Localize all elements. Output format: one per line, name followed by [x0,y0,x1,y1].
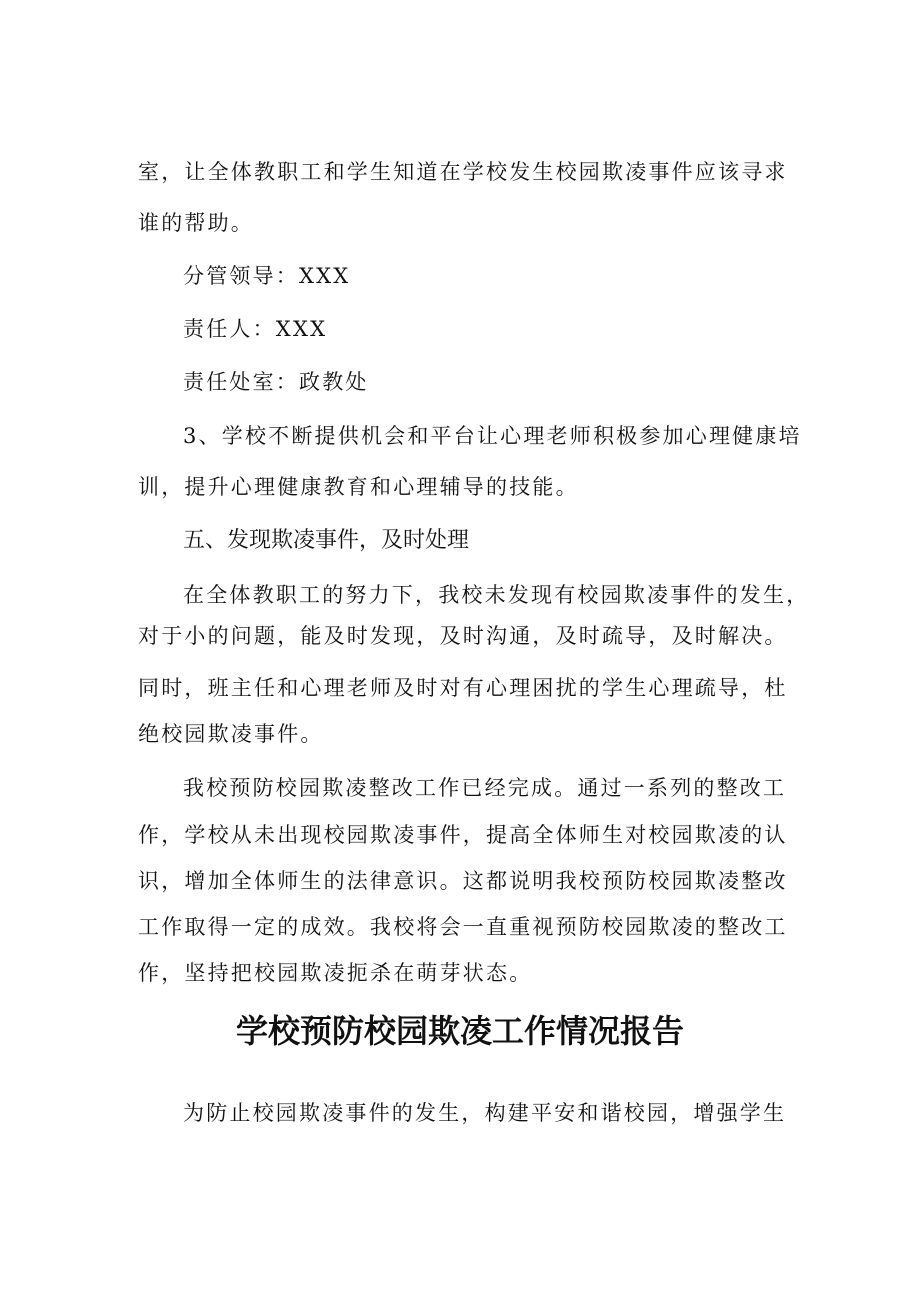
paragraph-line: 识，增加全体师生的法律意识。这都说明我校预防校园欺凌整改 [138,869,788,893]
paragraph-line: 在全体教职工的努力下，我校未发现有校园欺凌事件的发生， [183,583,810,607]
paragraph-line: 室，让全体教职工和学生知道在学校发生校园欺凌事件应该寻求 [138,160,788,184]
item3-line: 3、学校不断提供机会和平台让心理老师积极参加心理健康培 [183,424,802,448]
paragraph-line: 对于小的问题，能及时发现，及时沟通，及时疏导，及时解决。 [138,624,788,648]
paragraph-line: 为防止校园欺凌事件的发生，构建平安和谐校园，增强学生 [183,1101,787,1125]
leader-line: 分管领导：XXX [183,264,351,288]
paragraph-line: 工作取得一定的成效。我校将会一直重视预防校园欺凌的整改工 [138,915,788,939]
responsible-person-line: 责任人：XXX [183,317,328,341]
report-title: 学校预防校园欺凌工作情况报告 [235,1012,684,1050]
paragraph-line: 我校预防校园欺凌整改工作已经完成。通过一系列的整改工 [183,776,787,800]
paragraph-line: 同时，班主任和心理老师及时对有心理困扰的学生心理疏导，杜 [138,676,788,700]
paragraph-line: 作，学校从未出现校园欺凌事件，提高全体师生对校园欺凌的认 [138,823,788,847]
paragraph-line: 谁的帮助。 [138,211,254,235]
item3-line: 训，提升心理健康教育和心理辅导的技能。 [138,475,579,499]
responsible-office-line: 责任处室：政教处 [183,370,369,394]
section-heading: 五、发现欺凌事件，及时处理 [183,528,470,553]
paragraph-line: 绝校园欺凌事件。 [138,722,324,746]
paragraph-line: 作，坚持把校园欺凌扼杀在萌芽状态。 [138,961,533,985]
